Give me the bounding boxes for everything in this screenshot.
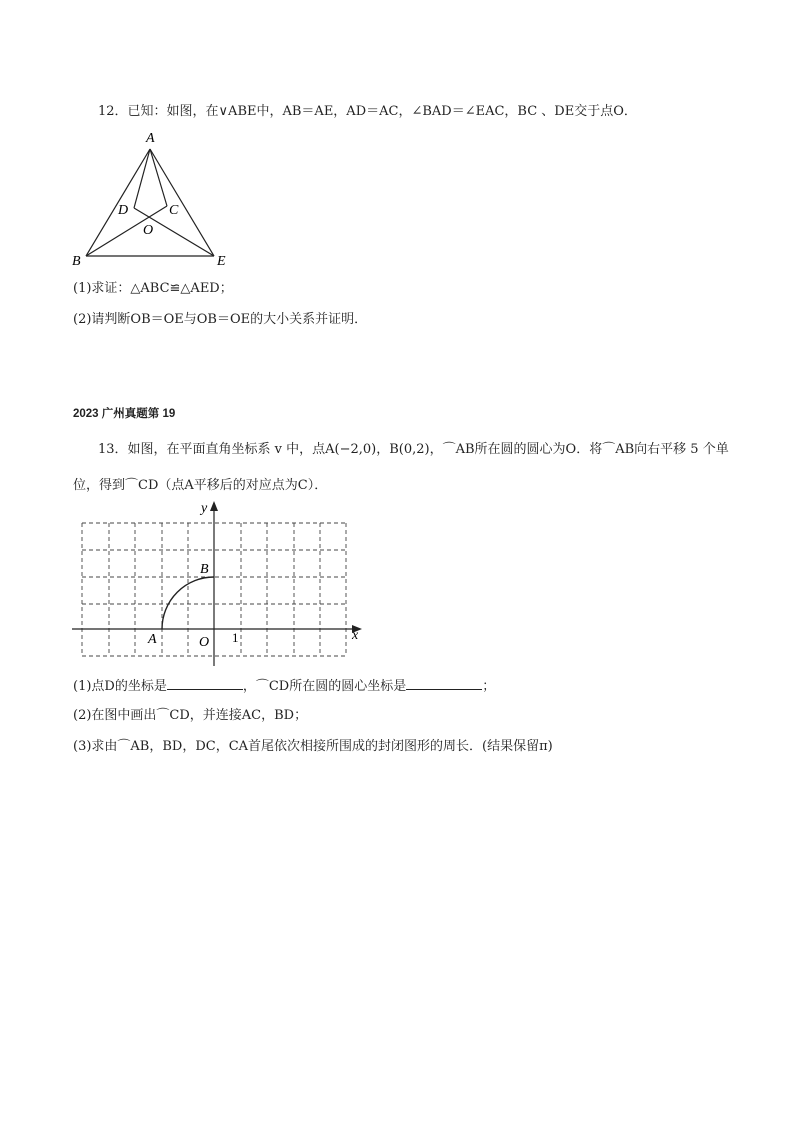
q12-part1: (1)求证：△ABC≌△AED； [73, 281, 233, 296]
label-one: 1 [232, 630, 239, 645]
label-y: y [201, 501, 208, 516]
label-b: B [72, 254, 81, 269]
q13-coordinate-grid-figure [66, 496, 371, 668]
q13-part2: (2)在图中画出⌒CD，并连接AC，BD； [73, 708, 308, 723]
label-a: A [148, 632, 157, 647]
answer-blank-center[interactable] [406, 677, 482, 690]
label-o: O [199, 635, 210, 650]
answer-blank-d[interactable] [167, 677, 243, 690]
q13-part1-a: (1)点D的坐标是 [73, 679, 167, 694]
q12-stem: 12．已知：如图，在∨ABE中，AB＝AE，AD＝AC，∠BAD＝∠EAC，BC 、DE交于点O． [98, 104, 637, 119]
q13-part1-b: ，⌒CD所在圆的圆心坐标是 [242, 679, 407, 694]
y-axis-arrow [210, 501, 218, 511]
q13-part1 [73, 677, 495, 696]
label-d: D [118, 203, 129, 218]
q13-part1-c: ； [482, 679, 496, 694]
segment-ac [150, 149, 167, 206]
segment-ae [150, 149, 214, 256]
label-o: O [143, 223, 154, 238]
q12-part2: (2)请判断OB＝OE与OB＝OE的大小关系并证明． [73, 312, 368, 327]
q13-stem-line1: 13．如图，在平面直角坐标系 v 中，点A(−2,0)，B(0,2)，⌒AB所在圆的圆心为O．将⌒AB向右平移 5 个单 [98, 442, 729, 457]
q12-triangle-figure [66, 126, 246, 271]
section-heading: 2023 广州真题第 19 [73, 408, 176, 420]
label-x: x [352, 628, 359, 643]
label-a: A [146, 131, 155, 146]
segment-ad [134, 149, 150, 208]
label-c: C [169, 203, 179, 218]
label-e: E [217, 254, 226, 269]
q13-stem-line2: 位，得到⌒CD（点A平移后的对应点为C）． [73, 478, 328, 493]
label-b: B [200, 562, 209, 577]
q13-part3: (3)求由⌒AB，BD，DC，CA首尾依次相接所围成的封闭图形的周长．(结果保留π) [73, 739, 553, 754]
